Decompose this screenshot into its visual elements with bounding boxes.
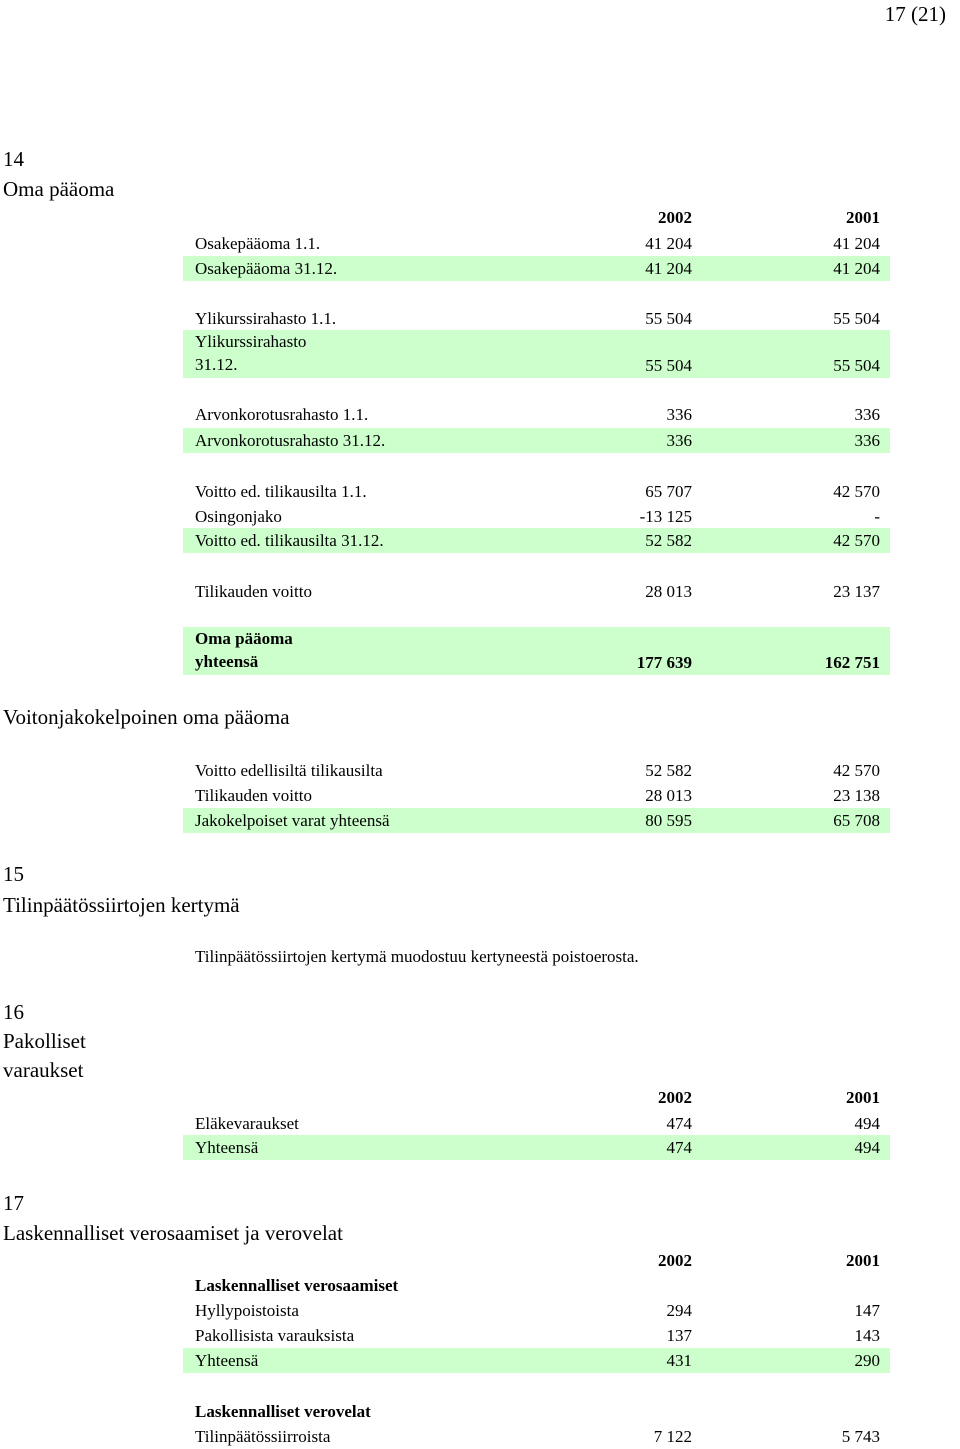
year-2002-header: 2002 bbox=[658, 1088, 692, 1107]
value-2002: 65 707 bbox=[645, 482, 692, 501]
value-2001: 5 743 bbox=[841, 1427, 880, 1446]
table-row-highlighted bbox=[183, 330, 890, 378]
section-15-number: 15 bbox=[3, 862, 24, 886]
table-row bbox=[183, 306, 890, 331]
section-14-title: Oma pääoma bbox=[3, 177, 115, 201]
value-2002: 41 204 bbox=[645, 234, 692, 253]
table-row-highlighted bbox=[183, 256, 890, 281]
row-label: Osakepääoma 1.1. bbox=[195, 234, 321, 253]
value-2001: 55 504 bbox=[833, 356, 880, 375]
value-2002: 336 bbox=[666, 431, 692, 450]
value-2001: 290 bbox=[854, 1351, 880, 1370]
value-2002: 55 504 bbox=[645, 356, 692, 375]
table-row-highlighted bbox=[183, 1348, 890, 1373]
value-2002: 7 122 bbox=[653, 1427, 692, 1446]
value-2001: 494 bbox=[854, 1114, 880, 1133]
value-2001: 162 751 bbox=[824, 653, 880, 672]
section-16-title-line-1: Pakolliset bbox=[3, 1029, 86, 1053]
row-label-line-1: Ylikurssirahasto bbox=[195, 332, 307, 351]
section-17-title: Laskennalliset verosaamiset ja verovelat bbox=[3, 1221, 343, 1245]
value-2002: 336 bbox=[666, 405, 692, 424]
table-row bbox=[183, 783, 890, 808]
value-2001: 23 138 bbox=[833, 786, 880, 805]
table-header bbox=[183, 1085, 890, 1110]
section-16-number: 16 bbox=[3, 1000, 24, 1024]
row-label: Hyllypoistoista bbox=[195, 1301, 299, 1320]
table-row bbox=[183, 402, 890, 427]
value-2002: 474 bbox=[666, 1138, 692, 1157]
row-label: Voitto ed. tilikausilta 1.1. bbox=[195, 482, 367, 501]
value-2001: 65 708 bbox=[833, 811, 880, 830]
value-2002: 474 bbox=[666, 1114, 692, 1133]
row-label-line-2: 31.12. bbox=[195, 355, 238, 374]
total-row bbox=[183, 627, 890, 675]
table-header bbox=[183, 205, 890, 230]
row-label: Voitto ed. tilikausilta 31.12. bbox=[195, 531, 384, 550]
table-row-highlighted bbox=[183, 528, 890, 553]
row-label: Osingonjako bbox=[195, 507, 282, 526]
value-2001: 143 bbox=[854, 1326, 880, 1345]
section-17-number: 17 bbox=[3, 1191, 24, 1215]
row-label: Eläkevaraukset bbox=[195, 1114, 299, 1133]
row-label: Pakollisista varauksista bbox=[195, 1326, 355, 1345]
year-2002-header: 2002 bbox=[658, 1251, 692, 1270]
value-2001: 336 bbox=[854, 405, 880, 424]
value-2001: 55 504 bbox=[833, 309, 880, 328]
row-label: Arvonkorotusrahasto 1.1. bbox=[195, 405, 369, 424]
row-label: Voitto edellisiltä tilikausilta bbox=[195, 761, 383, 780]
row-label-line-1: Oma pääoma bbox=[195, 629, 293, 648]
row-label: Arvonkorotusrahasto 31.12. bbox=[195, 431, 386, 450]
value-2002: 177 639 bbox=[636, 653, 692, 672]
table-row-highlighted bbox=[183, 1135, 890, 1160]
value-2001: 42 570 bbox=[833, 531, 880, 550]
table-row bbox=[183, 1298, 890, 1323]
value-2001: - bbox=[874, 507, 880, 526]
deferred-tax-liabilities-title: Laskennalliset verovelat bbox=[195, 1402, 371, 1421]
value-2002: -13 125 bbox=[639, 507, 692, 526]
value-2002: 431 bbox=[666, 1351, 692, 1370]
section-15-note: Tilinpäätössiirtojen kertymä muodostuu kertyneestä poistoerosta. bbox=[195, 947, 639, 966]
value-2002: 294 bbox=[666, 1301, 692, 1320]
subsection-heading bbox=[183, 1273, 890, 1298]
value-2002: 52 582 bbox=[645, 761, 692, 780]
value-2002: 28 013 bbox=[645, 582, 692, 601]
value-2002: 80 595 bbox=[645, 811, 692, 830]
year-2002-header: 2002 bbox=[658, 208, 692, 227]
section-16-title-line-2: varaukset bbox=[3, 1058, 84, 1082]
row-label: Tilinpäätössiirroista bbox=[195, 1427, 331, 1446]
table-row bbox=[183, 231, 890, 256]
row-label: Yhteensä bbox=[195, 1351, 259, 1370]
value-2001: 147 bbox=[854, 1301, 880, 1320]
value-2002: 28 013 bbox=[645, 786, 692, 805]
value-2002: 52 582 bbox=[645, 531, 692, 550]
table-row bbox=[183, 504, 890, 529]
year-2001-header: 2001 bbox=[846, 208, 880, 227]
value-2002: 55 504 bbox=[645, 309, 692, 328]
row-label: Yhteensä bbox=[195, 1138, 259, 1157]
table-row bbox=[183, 479, 890, 504]
year-2001-header: 2001 bbox=[846, 1088, 880, 1107]
row-label: Tilikauden voitto bbox=[195, 582, 312, 601]
subsection-heading bbox=[183, 1399, 890, 1424]
value-2001: 42 570 bbox=[833, 482, 880, 501]
value-2001: 41 204 bbox=[833, 234, 880, 253]
value-2001: 23 137 bbox=[833, 582, 880, 601]
table-row-highlighted bbox=[183, 808, 890, 833]
table-row bbox=[183, 1111, 890, 1136]
deferred-tax-assets-title: Laskennalliset verosaamiset bbox=[195, 1276, 399, 1295]
section-15-title: Tilinpäätössiirtojen kertymä bbox=[3, 893, 240, 917]
table-row-highlighted bbox=[183, 428, 890, 453]
value-2001: 42 570 bbox=[833, 761, 880, 780]
table-row bbox=[183, 1424, 890, 1449]
page-number: 17 (21) bbox=[884, 2, 946, 26]
table-row bbox=[183, 579, 890, 604]
table-header bbox=[183, 1248, 890, 1273]
row-label: Jakokelpoiset varat yhteensä bbox=[195, 811, 390, 830]
value-2001: 336 bbox=[854, 431, 880, 450]
value-2002: 137 bbox=[666, 1326, 692, 1345]
table-row bbox=[183, 758, 890, 783]
value-2001: 494 bbox=[854, 1138, 880, 1157]
value-2002: 41 204 bbox=[645, 259, 692, 278]
row-label-line-2: yhteensä bbox=[195, 652, 259, 671]
row-label: Osakepääoma 31.12. bbox=[195, 259, 338, 278]
section-14-number: 14 bbox=[3, 147, 24, 171]
row-label: Tilikauden voitto bbox=[195, 786, 312, 805]
value-2001: 41 204 bbox=[833, 259, 880, 278]
year-2001-header: 2001 bbox=[846, 1251, 880, 1270]
table-row bbox=[183, 1323, 890, 1348]
distributable-equity-title: Voitonjakokelpoinen oma pääoma bbox=[3, 705, 290, 729]
row-label: Ylikurssirahasto 1.1. bbox=[195, 309, 337, 328]
